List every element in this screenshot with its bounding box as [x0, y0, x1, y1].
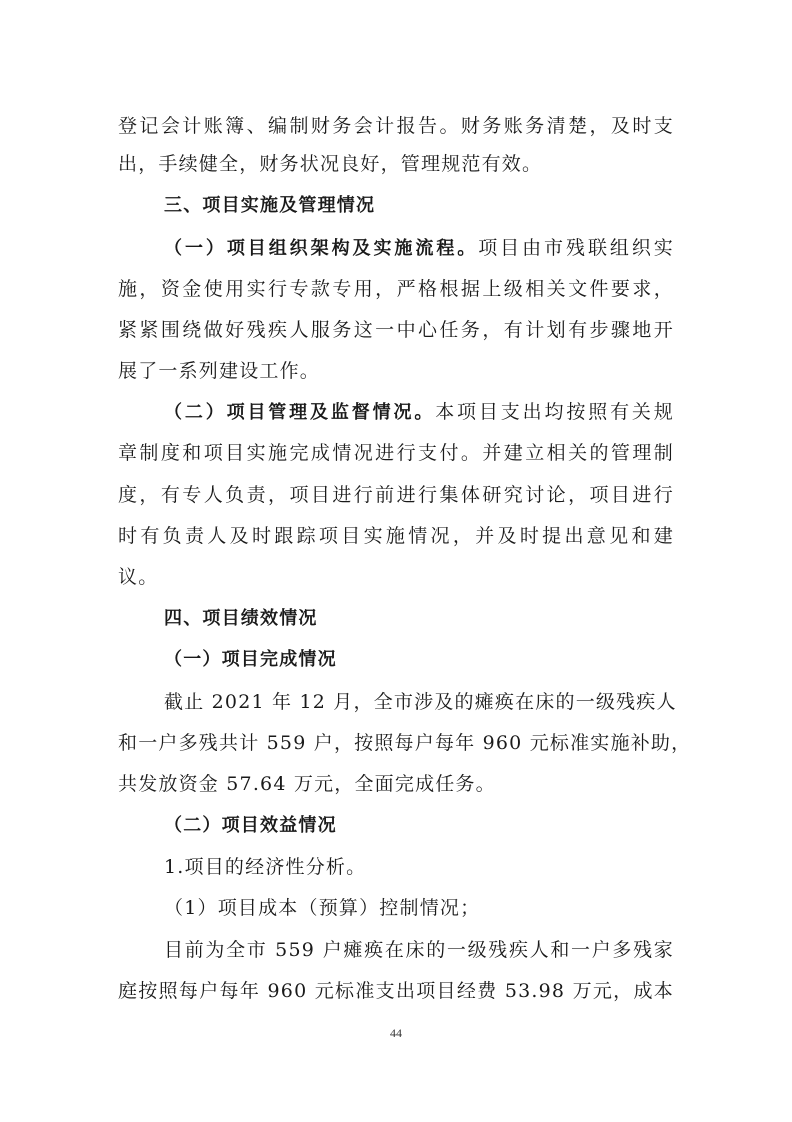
paragraph-line: （1）项目成本（预算）控制情况；: [164, 897, 481, 919]
paragraph-line: 1.项目的经济性分析。: [164, 856, 367, 878]
paragraph-line-with-heading: [164, 396, 674, 428]
section-heading-3: 三、项目实施及管理情况: [164, 195, 376, 216]
paragraph-line: 施，资金使用实行专款专用，严格根据上级相关文件要求，: [118, 278, 674, 300]
subheading-4-1: （一）项目完成情况: [164, 649, 337, 670]
paragraph-line: 和一户多残共计 559 户，按照每户每年 960 元标准实施补助，: [118, 732, 692, 754]
section-heading-4: 四、项目绩效情况: [164, 608, 318, 629]
paragraph-line: 时有负责人及时跟踪项目实施情况，并及时提出意见和建: [118, 525, 674, 547]
paragraph-line: 出，手续健全，财务状况良好，管理规范有效。: [118, 153, 543, 175]
paragraph-line: 章制度和项目实施完成情况进行支付。并建立相关的管理制: [118, 442, 674, 464]
paragraph-line: 紧紧围绕做好残疾人服务这一中心任务，有计划有步骤地开: [118, 319, 674, 341]
paragraph-line: 展了一系列建设工作。: [118, 360, 321, 382]
subheading-4-2: （二）项目效益情况: [164, 815, 337, 836]
paragraph-line: 目前为全市 559 户瘫痪在床的一级残疾人和一户多残家: [164, 939, 674, 961]
subheading-2: （二）项目管理及监督情况。: [164, 402, 436, 423]
paragraph-text: 项目由市残联组织实: [478, 237, 674, 259]
page-number: 44: [390, 1026, 402, 1040]
subheading-1: （一）项目组织架构及实施流程。: [164, 238, 479, 259]
paragraph-line: 度，有专人负责，项目进行前进行集体研究讨论，项目进行: [118, 484, 674, 506]
paragraph-line: 议。: [118, 566, 159, 588]
paragraph-line-with-heading: [164, 232, 674, 264]
paragraph-line: 共发放资金 57.64 万元，全面完成任务。: [118, 773, 496, 795]
paragraph-text: 本项目支出均按照有关规: [435, 401, 674, 423]
paragraph-line: 登记会计账簿、编制财务会计报告。财务账务清楚，及时支: [118, 115, 674, 137]
paragraph-line: 庭按照每户每年 960 元标准支出项目经费 53.98 万元，成本: [118, 980, 674, 1002]
paragraph-line: 截止 2021 年 12 月，全市涉及的瘫痪在床的一级残疾人: [164, 691, 677, 713]
